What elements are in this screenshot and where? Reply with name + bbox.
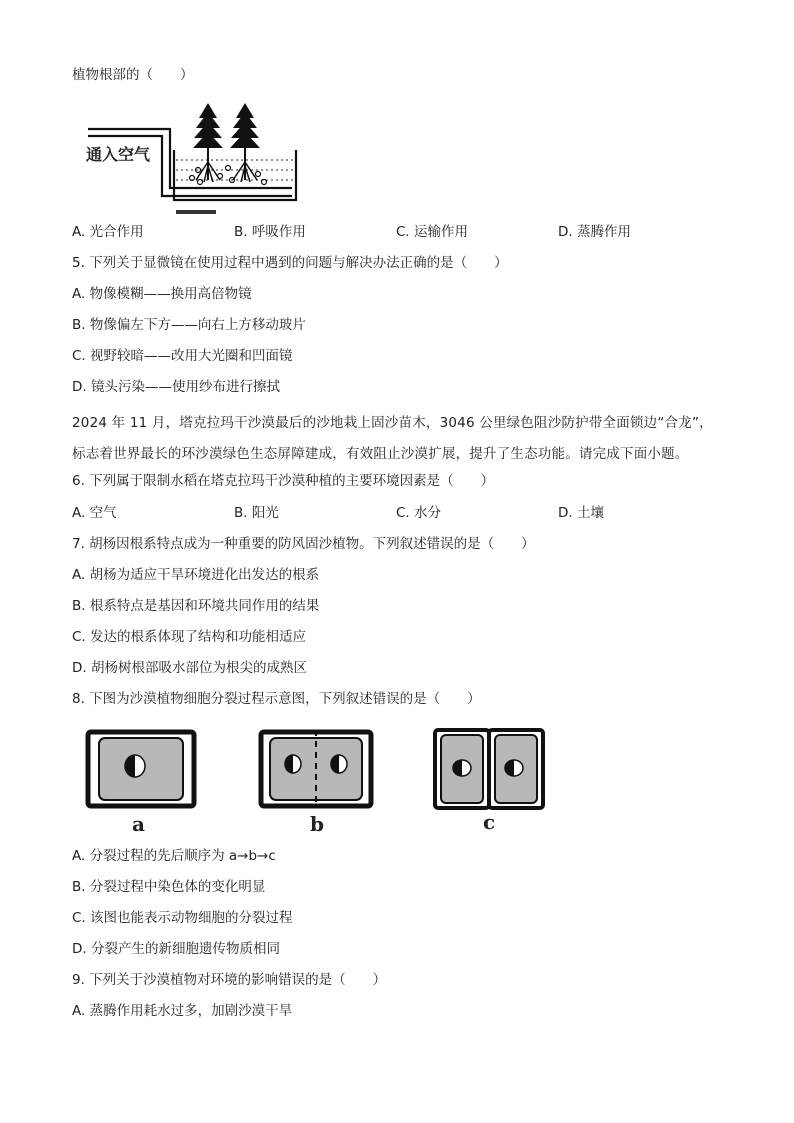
q7-option-b[interactable]: B. 根系特点是基因和环境共同作用的结果	[72, 598, 320, 614]
q5-option-d[interactable]: D. 镜头污染——使用纱布进行擦拭	[72, 379, 280, 395]
q6-option-c[interactable]: C. 水分	[396, 505, 442, 521]
q9-option-a[interactable]: A. 蒸腾作用耗水过多，加剧沙漠干旱	[72, 1003, 293, 1019]
q6-option-d[interactable]: D. 土壤	[558, 505, 604, 521]
q4-option-b[interactable]: B. 呼吸作用	[234, 224, 306, 240]
q7-option-c[interactable]: C. 发达的根系体现了结构和功能相适应	[72, 629, 307, 645]
q5-stem: 5. 下列关于显微镜在使用过程中遇到的问题与解决办法正确的是（ ）	[72, 255, 508, 271]
q7-option-a[interactable]: A. 胡杨为适应干旱环境进化出发达的根系	[72, 567, 320, 583]
figure-label-c: c	[483, 810, 496, 834]
q6-option-b[interactable]: B. 阳光	[234, 505, 279, 521]
q8-option-d[interactable]: D. 分裂产生的新细胞遗传物质相同	[72, 941, 280, 957]
cell-c-diagram	[430, 724, 548, 814]
q7-stem: 7. 胡杨因根系特点成为一种重要的防风固沙植物。下列叙述错误的是（ ）	[72, 536, 535, 552]
q4-stem-tail: 植物根部的（ ）	[72, 67, 194, 83]
q4-option-a[interactable]: A. 光合作用	[72, 224, 144, 240]
reading-passage: 2024 年 11 月，塔克拉玛干沙漠最后的沙地栽上固沙苗木，3046 公里绿色阻沙防护带全面锁边“合龙”，标志着世界最长的环沙漠绿色生态屏障建成，有效阻止沙漠扩展，提升了生态功能。请完成下面小题。	[72, 415, 713, 462]
q8-option-a[interactable]: A. 分裂过程的先后顺序为 a→b→c	[72, 848, 276, 864]
q5-option-c[interactable]: C. 视野较暗——改用大光圈和凹面镜	[72, 348, 293, 364]
cell-b-diagram	[255, 726, 377, 812]
q6-stem: 6. 下列属于限制水稻在塔克拉玛干沙漠种植的主要环境因素是（ ）	[72, 473, 495, 489]
q8-option-b[interactable]: B. 分裂过程中染色体的变化明显	[72, 879, 266, 895]
q5-option-a[interactable]: A. 物像模糊——换用高倍物镜	[72, 286, 252, 302]
q9-stem: 9. 下列关于沙漠植物对环境的影响错误的是（ ）	[72, 972, 387, 988]
q8-stem: 8. 下图为沙漠植物细胞分裂过程示意图，下列叙述错误的是（ ）	[72, 691, 481, 707]
figure-label-b: b	[310, 812, 324, 836]
q5-option-b[interactable]: B. 物像偏左下方——向右上方移动玻片	[72, 317, 306, 333]
q6-option-a[interactable]: A. 空气	[72, 505, 117, 521]
q7-option-d[interactable]: D. 胡杨树根部吸水部位为根尖的成熟区	[72, 660, 307, 676]
q8-option-c[interactable]: C. 该图也能表示动物细胞的分裂过程	[72, 910, 293, 926]
q4-option-c[interactable]: C. 运输作用	[396, 224, 469, 240]
figure-label: 通入空气	[86, 145, 151, 164]
tree-icon	[230, 103, 260, 182]
cell-a-diagram	[82, 726, 200, 812]
figure-label-a: a	[132, 812, 145, 836]
q4-option-d[interactable]: D. 蒸腾作用	[558, 224, 631, 240]
